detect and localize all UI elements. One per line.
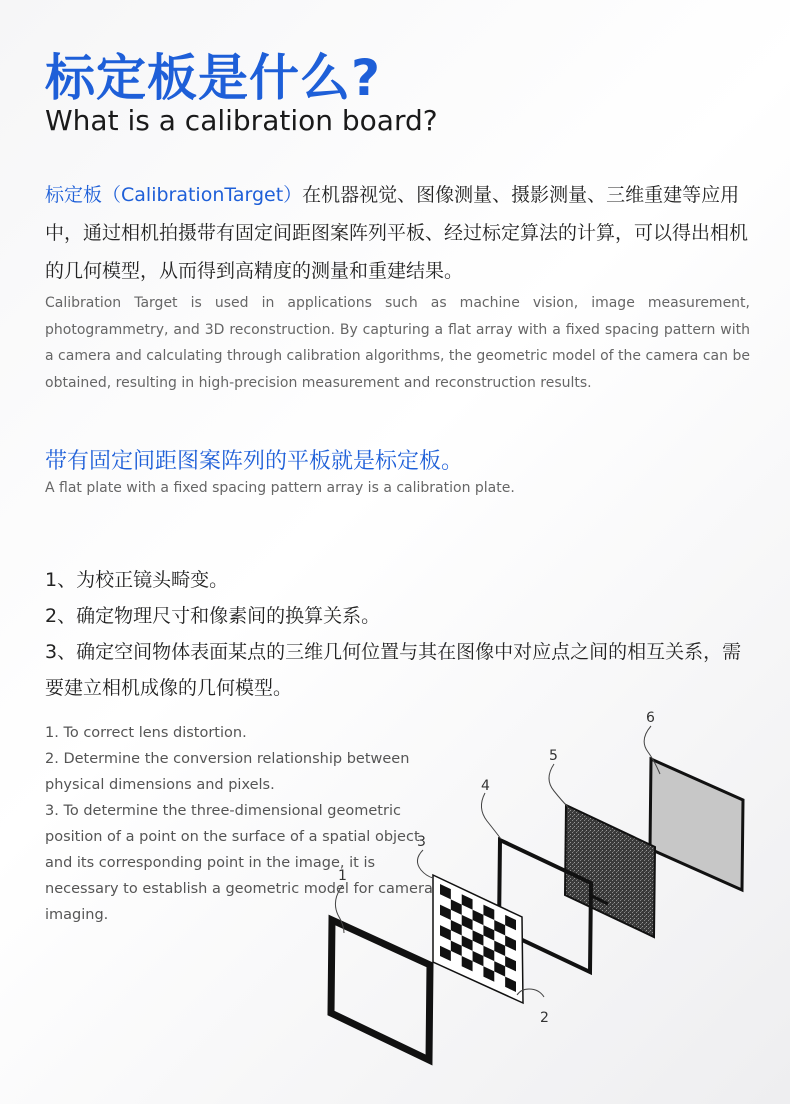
purpose-item-english: 3. To determine the three-dimensional geometric position of a point on the surface of a spatial object and its corresponding point in the image, it is necessary to establish a geometric model for camera imaging. bbox=[45, 803, 433, 923]
page-title-english: What is a calibration board? bbox=[45, 104, 438, 137]
label-2: 2 bbox=[540, 1010, 549, 1026]
definition-heading-english: A flat plate with a fixed spacing pattern array is a calibration plate. bbox=[45, 480, 515, 496]
page-title: 标定板是什么? bbox=[45, 49, 382, 107]
intro-chinese-body: 在机器视觉、图像测量、摄影测量、三维重建等应用中，通过相机拍摄带有固定间距图案阵列平板、经过标定算法的计算，可以得出相机的几何模型，从而得到高精度的测量和重建结果。 bbox=[45, 184, 749, 282]
label-1: 1 bbox=[338, 868, 347, 884]
purpose-list-chinese bbox=[45, 562, 750, 706]
label-5: 5 bbox=[549, 748, 558, 764]
purpose-item: 2、确定物理尺寸和像素间的换算关系。 bbox=[45, 605, 381, 627]
calibration-board-layers-diagram bbox=[300, 700, 770, 1080]
intro-english: Calibration Target is used in applications such as machine vision, image measurement, photogrammetry, and 3D reconstruction. By capturing a flat array with a fixed spacing pattern with a camera and calculating through calibration algorithms, the geometric model of the camera can be obtained, resulting in high-precision measurement and reconstruction results. bbox=[45, 295, 750, 391]
label-3: 3 bbox=[417, 834, 426, 850]
layer-3-checkerboard bbox=[433, 875, 523, 1003]
label-6: 6 bbox=[646, 710, 655, 726]
purpose-item-english: 1. To correct lens distortion. bbox=[45, 725, 247, 741]
intro-chinese bbox=[45, 176, 750, 290]
layer-1-frame bbox=[331, 920, 430, 1060]
definition-heading: 带有固定间距图案阵列的平板就是标定板。 bbox=[45, 449, 464, 474]
purpose-item-english: 2. Determine the conversion relationship between physical dimensions and pixels. bbox=[45, 751, 410, 793]
purpose-item: 3、确定空间物体表面某点的三维几何位置与其在图像中对应点之间的相互关系，需要建立相机成像的几何模型。 bbox=[45, 641, 742, 699]
intro-term-highlight: 标定板（CalibrationTarget） bbox=[45, 184, 303, 206]
purpose-item: 1、为校正镜头畸变。 bbox=[45, 569, 229, 591]
layer-5-textured-plate bbox=[565, 805, 655, 937]
layer-6-gray-plate bbox=[650, 759, 743, 890]
label-4: 4 bbox=[481, 778, 490, 794]
